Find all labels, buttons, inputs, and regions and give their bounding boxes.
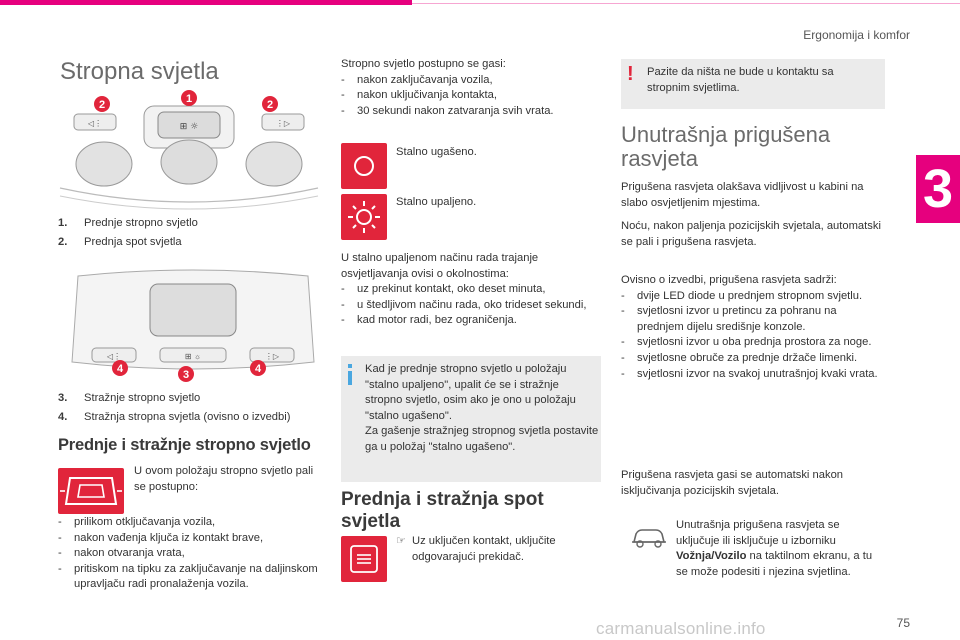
legend-rear: 3. Stražnje stropno svjetlo 4. Stražnja stropna svjetla (ovisno o izvedbi) [58,392,291,423]
page-number: 75 [896,616,910,630]
lighting-on-list: - prilikom otključavanja vozila, - nakon vađenja ključa iz kontakt brave, - nakon otvaranja vrata, - pritiskom na tipku za zaključavanje na daljinskom upravljaču radi pronalaženja vozila. [58,516,318,591]
legend-front: 1. Prednje stropno svjetlo 2. Prednja spot svjetla [58,217,198,248]
pointer-icon: ☞ [396,535,407,547]
fade-out-intro: Stropno svjetlo postupno se gasi: - nakon zaključavanja vozila, - nakon uključivanja kontakta, - 30 sekundi nakon zatvaranja svih vrata. [341,58,554,117]
svg-text:⊞ ☼: ⊞ ☼ [179,122,199,132]
header-rule [412,3,960,4]
ambient-intro: Prigušena rasvjeta olakšava vidljivost u kabini na slabo osvjetljenim mjestima. [621,181,864,209]
warning-icon: ! [627,63,634,85]
ambient-lighting-title: Unutrašnja prigušena rasvjeta [621,122,831,171]
subtitle-ceiling-lights: Prednje i stražnje stropno svjetlo [58,436,311,454]
light-on-label: Stalno upaljeno. [396,196,477,208]
car-icon [630,524,668,550]
spot-light-icon [341,536,387,582]
info-text-1: Kad je prednje stropno svjetlo u položaju "stalno upaljeno", upalit će se i stražnje stropno svjetlo, osim ako je ono u položaju "stalno ugašeno". [365,363,576,422]
subtitle-spot-lights: Prednja i stražnja spot svjetla [341,489,544,532]
info-box [341,356,601,482]
chapter-tab: 3 [916,155,960,223]
door-mode-icon [58,468,124,514]
warning-text: Pazite da ništa ne bude u kontaktu sa stropnim svjetlima. [647,66,834,94]
warning-box [621,59,885,109]
svg-text:⊞ ☼: ⊞ ☼ [184,352,202,361]
svg-text:⋮▷: ⋮▷ [264,352,280,361]
section-title: Ergonomija i komfor [803,28,910,42]
light-off-label: Stalno ugašeno. [396,146,477,158]
info-icon [343,364,359,386]
callout-4-right: 4 [254,363,262,375]
callout-3: 3 [182,369,190,381]
svg-text:⋮▷: ⋮▷ [275,119,291,128]
info-text-2: Za gašenje stražnjeg stropnog svjetla postavite ga u položaj "stalno ugašeno". [365,425,599,453]
callout-2-left: 2 [98,99,106,111]
menu-name: Vožnja/Vozilo [676,550,747,563]
door-mode-text: U ovom položaju stropno svjetlo pali se postupno: [134,465,314,493]
light-on-icon [341,194,387,240]
front-ceiling-light-illustration [58,88,320,210]
ambient-menu-text: Unutrašnja prigušena rasvjeta se uključuje ili isključuje u izborniku Vožnja/Vozilo na taktilnom ekranu, a tu se može podesiti i njezina svjetlina. [676,519,873,578]
light-off-icon [341,143,387,189]
callout-1: 1 [185,93,193,105]
rear-ceiling-light-illustration [68,268,318,384]
page-title: Stropna svjetla [60,58,219,85]
svg-text:◁⋮: ◁⋮ [106,352,122,361]
watermark: carmanualsonline.info [596,619,766,638]
spot-light-text: ☞ Uz uključen kontakt, uključite odgovarajući prekidač. [396,534,596,565]
ambient-night: Noću, nakon paljenja pozicijskih svjetala, automatski se pali i prigušena rasvjeta. [621,220,881,248]
header-accent-bar [0,0,412,5]
permanent-mode-text: U stalno upaljenom načinu rada trajanje osvjetljavanja ovisi o okolnostima: - uz prekinut kontakt, oko deset minuta, - u štedljivom načinu rada, oko trideset sekundi, - kad motor radi, bez ograničenja. [341,252,587,327]
ambient-sources: Ovisno o izvedbi, prigušena rasvjeta sadrži: - dvije LED diode u prednjem stropnom svjetlu. - svjetlosni izvor u pretincu za pohranu na prednjem dijelu središnje konzole. - svjetlosni izvor u oba prednja prostora za noge. - svjetlosne obruče za prednje držače limenki. - svjetlosni izvor na svakoj unutrašnjoj kvaki vrata. [621,274,878,380]
ambient-off: Prigušena rasvjeta gasi se automatski nakon isključivanja pozicijskih svjetala. [621,469,844,497]
callout-4-left: 4 [116,363,124,375]
svg-text:◁⋮: ◁⋮ [87,119,103,128]
callout-2-right: 2 [266,99,274,111]
